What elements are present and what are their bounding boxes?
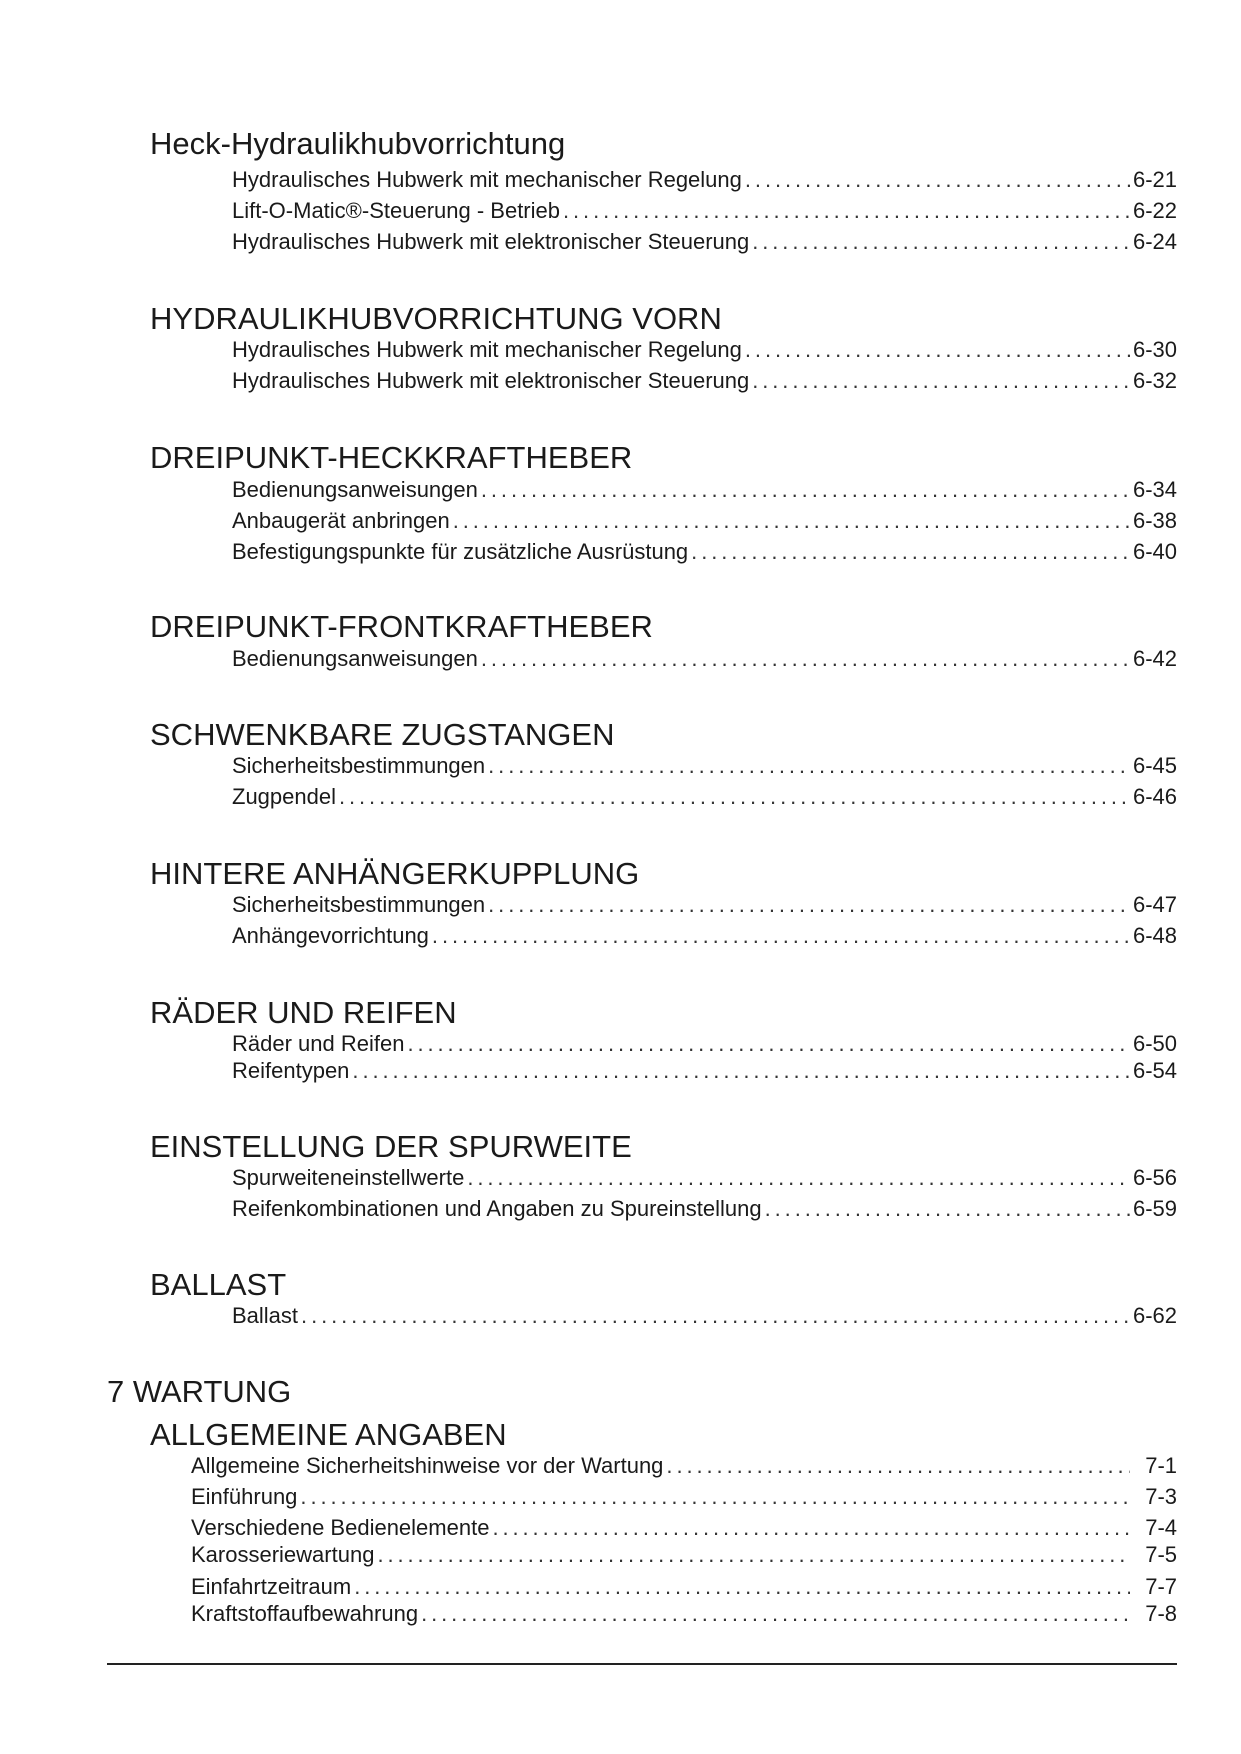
toc-page-number: 7-3 <box>1145 1484 1177 1509</box>
toc-page-number: 7-1 <box>1145 1453 1177 1478</box>
toc-leader-dots <box>453 508 1130 534</box>
section-title: DREIPUNKT-HECKKRAFTHEBER <box>150 440 633 475</box>
toc-entry[interactable] <box>232 646 1177 672</box>
toc-entry-label: Bedienungsanweisungen <box>232 646 478 671</box>
toc-leader-dots <box>407 1031 1130 1057</box>
toc-entry[interactable] <box>232 923 1177 949</box>
toc-entry-label: Zugpendel <box>232 784 336 809</box>
toc-entry-label: Hydraulisches Hubwerk mit elektronischer Steuerung <box>232 368 750 393</box>
toc-leader-dots <box>301 1303 1130 1329</box>
toc-page-number: 6-45 <box>1132 753 1177 778</box>
toc-entry[interactable] <box>232 1058 1177 1084</box>
toc-entry[interactable] <box>232 784 1177 810</box>
toc-entry-label: Räder und Reifen <box>232 1031 405 1056</box>
toc-entry-label: Anbaugerät anbringen <box>232 508 450 533</box>
toc-leader-dots <box>691 539 1130 565</box>
toc-leader-dots <box>752 368 1130 394</box>
chapter-title: 7 WARTUNG <box>107 1374 292 1409</box>
section-title: BALLAST <box>150 1267 287 1302</box>
toc-entry-label: Karosseriewartung <box>191 1542 375 1567</box>
toc-entry-label: Anhängevorrichtung <box>232 923 429 948</box>
toc-entry-label: Hydraulisches Hubwerk mit mechanischer Regelung <box>232 167 742 192</box>
toc-page-number: 6-42 <box>1132 646 1177 671</box>
toc-entry-label: Reifentypen <box>232 1058 350 1083</box>
toc-entry[interactable] <box>191 1601 1177 1627</box>
toc-entry-label: Reifenkombinationen und Angaben zu Spureinstellung <box>232 1196 762 1221</box>
toc-page-number: 7-5 <box>1145 1542 1177 1567</box>
toc-entry-label: Befestigungspunkte für zusätzliche Ausrüstung <box>232 539 689 564</box>
toc-page-number: 6-46 <box>1132 784 1177 809</box>
toc-leader-dots <box>352 1058 1130 1084</box>
toc-leader-dots <box>354 1574 1130 1600</box>
toc-leader-dots <box>492 1515 1130 1541</box>
toc-leader-dots <box>300 1484 1130 1510</box>
toc-entry[interactable] <box>232 477 1177 503</box>
toc-entry[interactable] <box>191 1574 1177 1600</box>
toc-entry[interactable] <box>232 337 1177 363</box>
toc-page-number: 6-62 <box>1132 1303 1177 1328</box>
toc-entry-label: Hydraulisches Hubwerk mit elektronischer Steuerung <box>232 229 750 254</box>
toc-leader-dots <box>488 753 1130 779</box>
toc-leader-dots <box>467 1165 1130 1191</box>
section-title: RÄDER UND REIFEN <box>150 995 457 1030</box>
toc-page-number: 6-34 <box>1132 477 1177 502</box>
toc-leader-dots <box>339 784 1130 810</box>
toc-entry-label: Einführung <box>191 1484 298 1509</box>
toc-entry[interactable] <box>191 1484 1177 1510</box>
footer-rule <box>107 1663 1177 1665</box>
toc-page-number: 6-54 <box>1132 1058 1177 1083</box>
section-title: EINSTELLUNG DER SPURWEITE <box>150 1129 632 1164</box>
toc-leader-dots <box>563 198 1130 224</box>
toc-page-number: 6-32 <box>1132 368 1177 393</box>
toc-page-number: 6-48 <box>1132 923 1177 948</box>
toc-entry-label: Lift-O-Matic®-Steuerung - Betrieb <box>232 198 560 223</box>
toc-entry[interactable] <box>232 198 1177 224</box>
toc-entry[interactable] <box>232 368 1177 394</box>
toc-entry[interactable] <box>191 1453 1177 1479</box>
toc-entry-label: Hydraulisches Hubwerk mit mechanischer Regelung <box>232 337 742 362</box>
toc-entry-label: Kraftstoffaufbewahrung <box>191 1601 419 1626</box>
toc-page-number: 6-47 <box>1132 892 1177 917</box>
toc-page-number: 6-38 <box>1132 508 1177 533</box>
toc-page-number: 6-40 <box>1132 539 1177 564</box>
toc-entry-label: Bedienungsanweisungen <box>232 477 478 502</box>
section-title: SCHWENKBARE ZUGSTANGEN <box>150 717 615 752</box>
toc-entry[interactable] <box>232 1196 1177 1222</box>
toc-leader-dots <box>421 1601 1130 1627</box>
toc-leader-dots <box>481 646 1130 672</box>
toc-page-number: 6-30 <box>1132 337 1177 362</box>
toc-entry[interactable] <box>232 1165 1177 1191</box>
toc-page-number: 6-56 <box>1132 1165 1177 1190</box>
toc-leader-dots <box>377 1542 1130 1568</box>
toc-leader-dots <box>745 167 1130 193</box>
toc-entry-label: Verschiedene Bedienelemente <box>191 1515 490 1540</box>
section-title: ALLGEMEINE ANGABEN <box>150 1417 507 1452</box>
toc-leader-dots <box>666 1453 1130 1479</box>
section-title: DREIPUNKT-FRONTKRAFTHEBER <box>150 609 653 644</box>
toc-page-number: 7-8 <box>1145 1601 1177 1626</box>
toc-entry-label: Einfahrtzeitraum <box>191 1574 352 1599</box>
toc-entry[interactable] <box>191 1515 1177 1541</box>
section-title: HYDRAULIKHUBVORRICHTUNG VORN <box>150 301 722 336</box>
toc-page-number: 6-59 <box>1132 1196 1177 1221</box>
toc-leader-dots <box>488 892 1130 918</box>
toc-entry[interactable] <box>232 753 1177 779</box>
toc-leader-dots <box>432 923 1130 949</box>
toc-entry[interactable] <box>232 167 1177 193</box>
section-title: HINTERE ANHÄNGERKUPPLUNG <box>150 856 640 891</box>
toc-page-number: 6-22 <box>1132 198 1177 223</box>
toc-leader-dots <box>481 477 1130 503</box>
toc-entry[interactable] <box>232 1303 1177 1329</box>
toc-entry[interactable] <box>232 1031 1177 1057</box>
toc-page-number: 7-4 <box>1145 1515 1177 1540</box>
toc-entry-label: Spurweiteneinstellwerte <box>232 1165 465 1190</box>
toc-entry[interactable] <box>191 1542 1177 1568</box>
toc-page-number: 6-24 <box>1132 229 1177 254</box>
toc-entry-label: Sicherheitsbestimmungen <box>232 753 486 778</box>
toc-entry-label: Ballast <box>232 1303 299 1328</box>
section-title: Heck-Hydraulikhubvorrichtung <box>150 126 566 161</box>
toc-leader-dots <box>765 1196 1130 1222</box>
toc-page-number: 7-7 <box>1145 1574 1177 1599</box>
toc-leader-dots <box>745 337 1130 363</box>
toc-entry-label: Allgemeine Sicherheitshinweise vor der Wartung <box>191 1453 664 1478</box>
toc-entry[interactable] <box>232 539 1177 565</box>
toc-entry[interactable] <box>232 508 1177 534</box>
toc-entry[interactable] <box>232 892 1177 918</box>
toc-entry-label: Sicherheitsbestimmungen <box>232 892 486 917</box>
toc-page-number: 6-50 <box>1132 1031 1177 1056</box>
toc-entry[interactable] <box>232 229 1177 255</box>
toc-leader-dots <box>752 229 1130 255</box>
toc-page-number: 6-21 <box>1132 167 1177 192</box>
